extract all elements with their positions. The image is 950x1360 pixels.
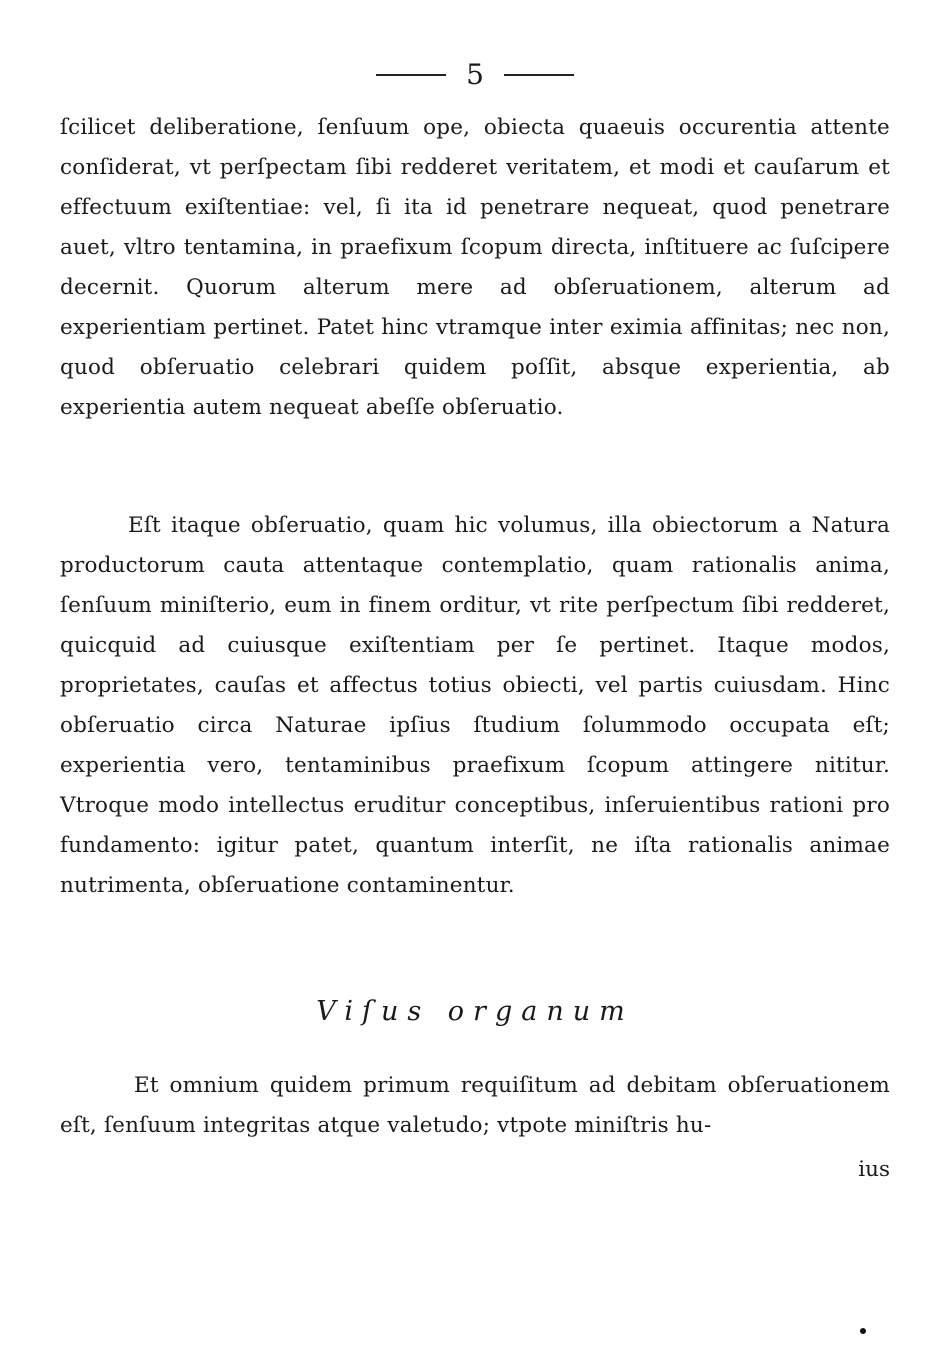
- page-header: [0, 58, 950, 92]
- paragraph-2: [60, 506, 890, 906]
- page-number: 5: [466, 58, 484, 91]
- paragraph-1-text: ſcilicet deliberatione, ſenſuum ope, obiecta quaeuis occurentia attente conſiderat, vt perſpectam ſibi redderet veritatem, et modi et cauſarum et effectuum exiſtentiae: vel, ſi ita id penetrare nequeat, quod penetrare auet, vltro tentamina, in praefixum ſcopum directa, inſtituere ac ſuſcipere decernit. Quorum alterum mere ad obſeruationem, alterum ad experientiam pertinet. Patet hinc vtramque inter eximia affinitas; nec non, quod obſeruatio celebrari quidem poſſit, absque experientia, ab experientia autem nequeat abeſſe obſeruatio.: [60, 115, 890, 420]
- paragraph-3-text: Et omnium quidem primum requiſitum ad debitam obſeruationem eſt, ſenſuum integritas atque valetudo; vtpote miniſtris hu-: [60, 1073, 890, 1138]
- printer-mark: [860, 1328, 866, 1334]
- paragraph-2-text: Eſt itaque obſeruatio, quam hic volumus, illa obiectorum a Natura productorum cauta attentaque contemplatio, quam rationalis anima, ſenſuum miniſterio, eum in finem orditur, vt rite perſpectum ſibi redderet, quicquid ad cuiusque exiſtentiam per ſe pertinet. Itaque modos, proprietates, cauſas et affectus totius obiecti, vel partis cuiusdam. Hinc obſeruatio circa Naturae ipſius ſtudium ſolummodo occupata eſt; experientia vero, tentaminibus praefixum ſcopum attingere nititur. Vtroque modo intellectus eruditur conceptibus, inſeruientibus rationi pro fundamento: igitur patet, quantum interſit, ne iſta rationalis animae nutrimenta, obſeruatione contaminentur.: [60, 513, 890, 898]
- paragraph-3: [60, 1066, 890, 1146]
- section-heading: Viſus organum: [316, 996, 634, 1027]
- header-rule-right: [504, 74, 574, 76]
- catchword: ius: [858, 1157, 890, 1182]
- header-rule-left: [376, 74, 446, 76]
- paragraph-1: [60, 108, 890, 428]
